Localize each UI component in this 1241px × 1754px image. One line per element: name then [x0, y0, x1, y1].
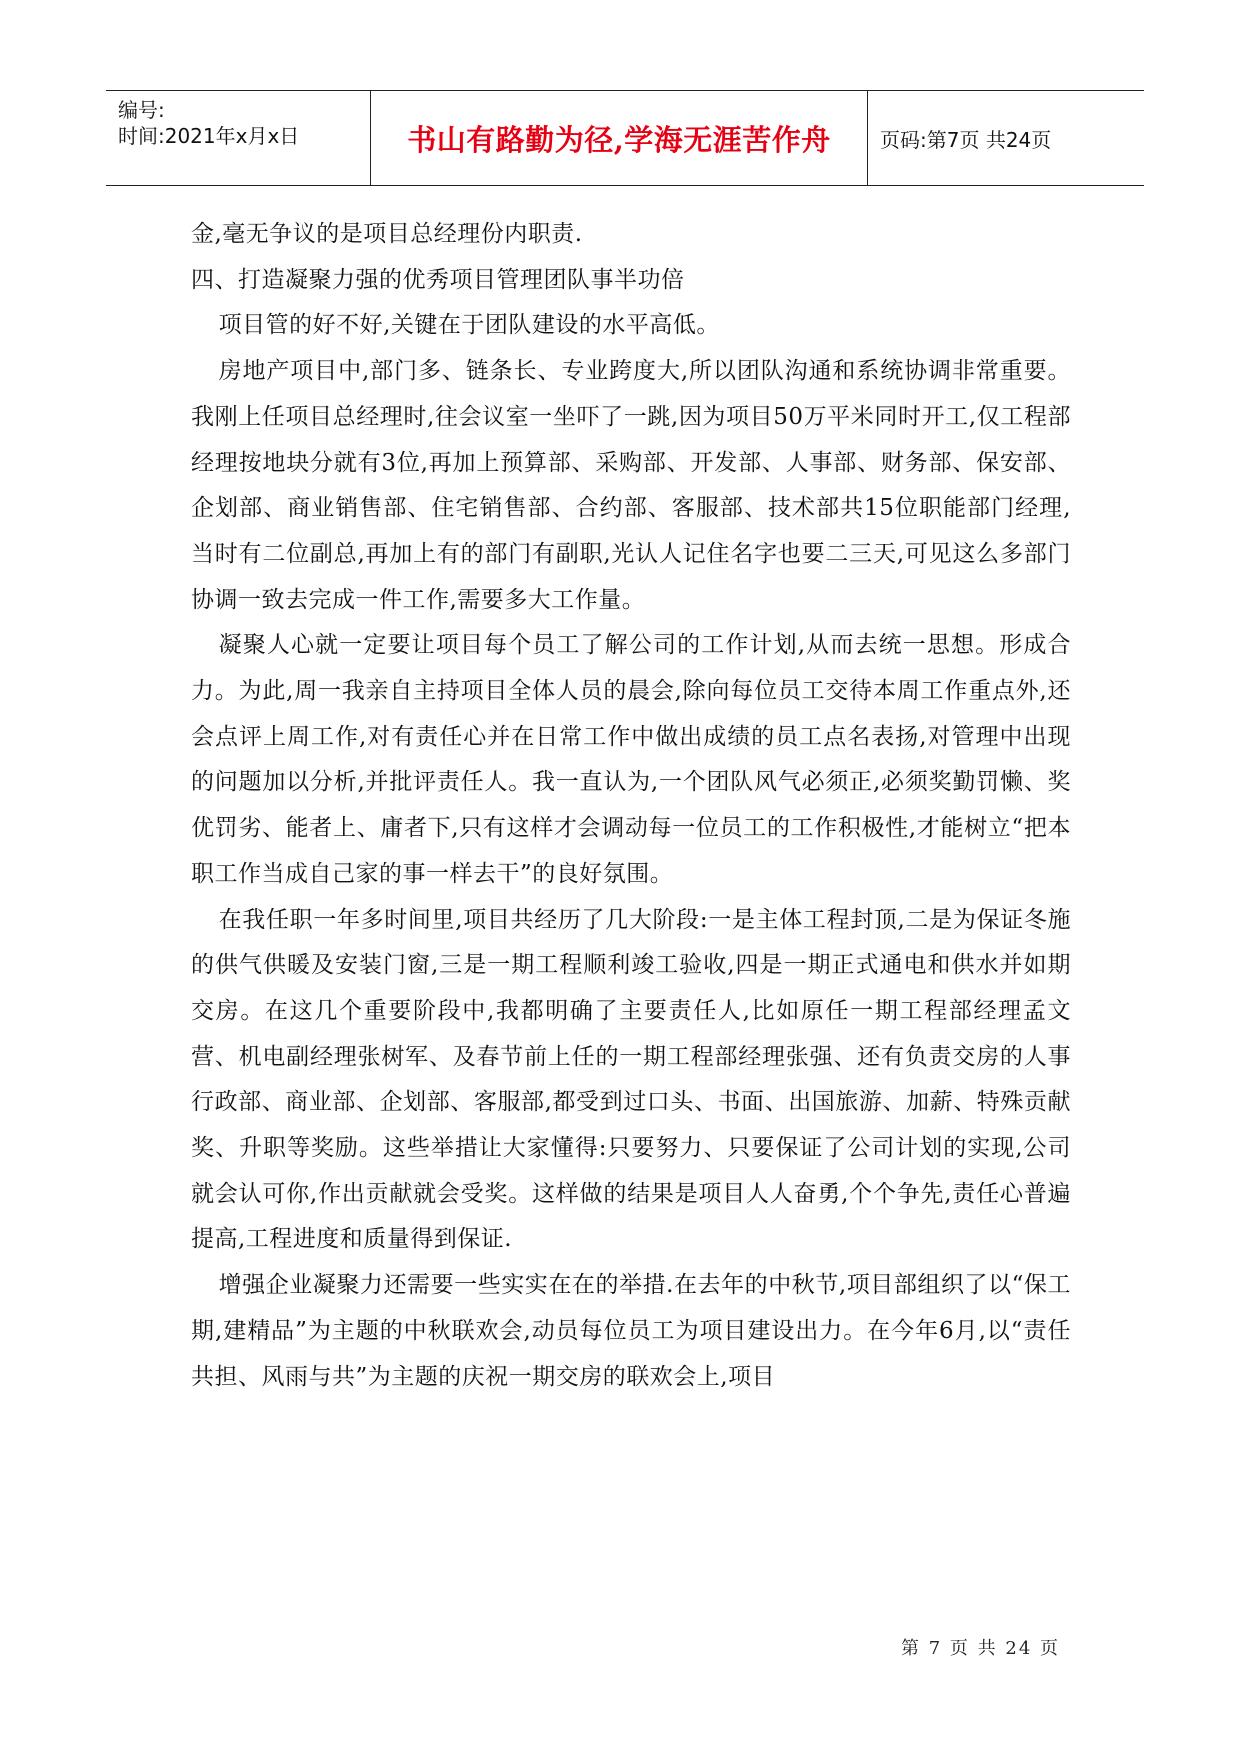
header-page-cell — [868, 91, 1144, 185]
document-body — [191, 212, 1071, 1400]
section-heading: 四、打造凝聚力强的优秀项目管理团队事半功倍 — [191, 266, 685, 293]
footer-page-number: 第 7 页 共 24 页 — [901, 1638, 1060, 1659]
header-page-number: 页码:第7页 共24页 — [880, 127, 1052, 152]
document-number-label: 编号: — [118, 98, 165, 122]
document-time-label: 时间:2021年x月x日 — [118, 124, 300, 148]
body-paragraph: 房地产项目中,部门多、链条长、专业跨度大,所以团队沟通和系统协调非常重要。我刚上任项目总经理时,往会议室一坐吓了一跳,因为项目50万平米同时开工,仅工程部经理按地块分就有3位,再加上预算部、采购部、开发部、人事部、财务部、保安部、企划部、商业销售部、住宅销售部、合约部、客服部、技术部共15位职能部门经理,当时有二位副总,再加上有的部门有副职,光认人记住名字也要二三天,可见这么多部门协调一致去完成一件工作,需要多大工作量。 — [191, 358, 1071, 613]
body-paragraph-continuation: 金,毫无争议的是项目总经理份内职责. — [191, 221, 583, 247]
page-header — [106, 90, 1144, 186]
body-paragraph: 项目管的好不好,关键在于团队建设的水平高低。 — [218, 312, 720, 339]
header-motto-cell — [370, 91, 868, 185]
header-meta-cell — [106, 91, 370, 185]
page-footer — [0, 1634, 1060, 1660]
header-motto: 书山有路勤为径,学海无涯苦作舟 — [407, 122, 831, 157]
body-paragraph: 在我任职一年多时间里,项目共经历了几大阶段:一是主体工程封顶,二是为保证冬施的供气供暖及安装门窗,三是一期工程顺利竣工验收,四是一期正式通电和供水并如期交房。在这几个重要阶段中,我都明确了主要责任人,比如原任一期工程部经理孟文营、机电副经理张树军、及春节前上任的一期工程部经理张强、还有负责交房的人事行政部、商业部、企划部、客服部,都受到过口头、书面、出国旅游、加薪、特殊贡献奖、升职等奖励。这些举措让大家懂得:只要努力、只要保证了公司计划的实现,公司就会认可你,作出贡献就会受奖。这样做的结果是项目人人奋勇,个个争先,责任心普遍提高,工程进度和质量得到保证. — [191, 906, 1071, 1253]
body-paragraph: 凝聚人心就一定要让项目每个员工了解公司的工作计划,从而去统一思想。形成合力。为此,周一我亲自主持项目全体人员的晨会,除向每位员工交待本周工作重点外,还会点评上周工作,对有责任心并在日常工作中做出成绩的员工点名表扬,对管理中出现的问题加以分析,并批评责任人。我一直认为,一个团队风气必须正,必须奖勤罚懒、奖优罚劣、能者上、庸者下,只有这样才会调动每一位员工的工作积极性,才能树立“把本职工作当成自己家的事一样去干”的良好氛围。 — [191, 632, 1071, 887]
body-paragraph: 增强企业凝聚力还需要一些实实在在的举措.在去年的中秋节,项目部组织了以“保工期,建精品”为主题的中秋联欢会,动员每位员工为项目建设出力。在今年6月,以“责任共担、风雨与共”为主题的庆祝一期交房的联欢会上,项目 — [191, 1272, 1071, 1390]
